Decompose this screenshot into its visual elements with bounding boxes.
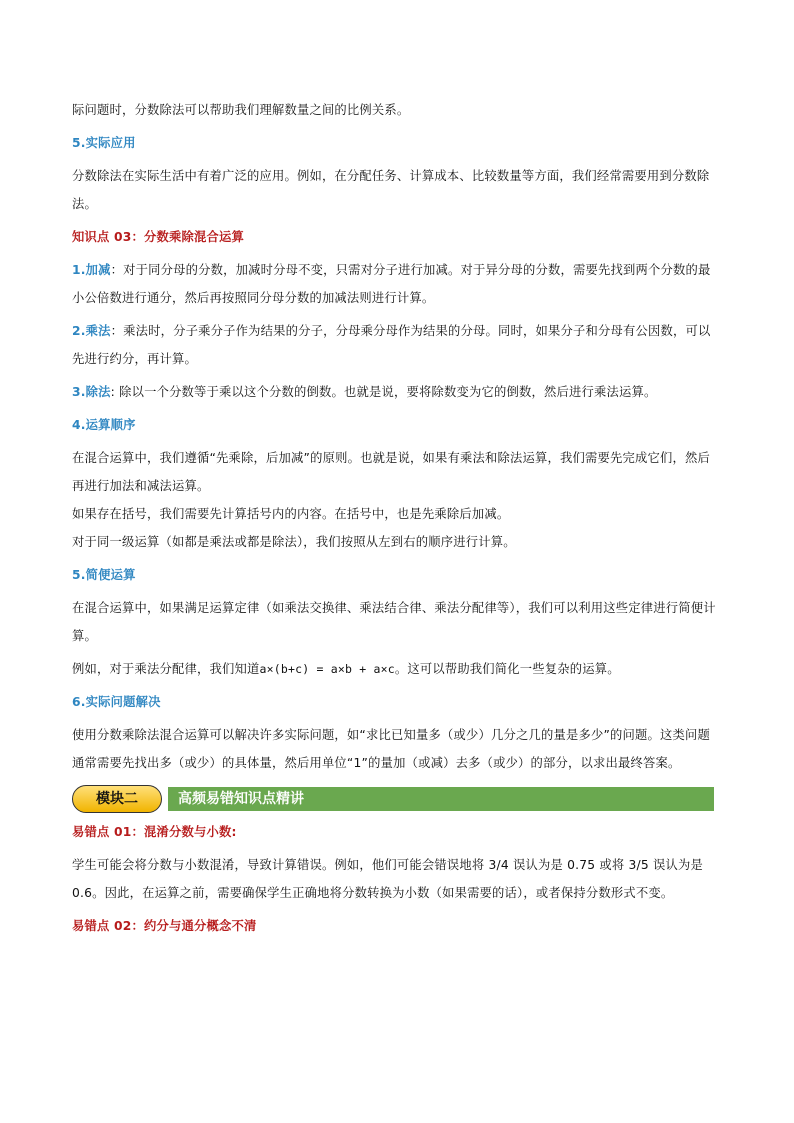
section-heading-application: 5.实际应用 xyxy=(72,136,136,150)
paragraph-application: 分数除法在实际生活中有着广泛的应用。例如，在分配任务、计算成本、比较数量等方面，我们经常需要用到分数除法。 xyxy=(72,169,710,211)
paragraph-divide xyxy=(72,378,722,406)
section-heading-solve: 6.实际问题解决 xyxy=(72,695,161,709)
paragraph-add xyxy=(72,256,722,312)
document-page xyxy=(72,96,722,940)
distributive-formula: a×(b+c) = a×b + a×c xyxy=(259,662,395,676)
knowledge-point-03-heading: 知识点 03：分数乘除混合运算 xyxy=(72,230,244,244)
error-point-02-heading: 易错点 02：约分与通分概念不清 xyxy=(72,919,257,933)
module-banner xyxy=(72,785,722,813)
paragraph-order-1: 在混合运算中，我们遵循“先乘除，后加减”的原则。也就是说，如果有乘法和除法运算，我们需要先完成它们，然后再进行加法和减法运算。 xyxy=(72,451,710,493)
module-tag: 模块二 xyxy=(72,785,162,813)
module-title: 高频易错知识点精讲 xyxy=(168,787,714,811)
simple-text-a: 例如，对于乘法分配律，我们知道 xyxy=(72,662,260,676)
simple-text-b: 。这可以帮助我们简化一些复杂的运算。 xyxy=(394,662,620,676)
paragraph-simple-1: 在混合运算中，如果满足运算定律（如乘法交换律、乘法结合律、乘法分配律等），我们可以利用这些定律进行简便计算。 xyxy=(72,601,716,643)
multiply-label: 2.乘法 xyxy=(72,324,111,338)
add-label: 1.加减 xyxy=(72,263,111,277)
paragraph-solve: 使用分数乘除法混合运算可以解决许多实际问题，如“求比已知量多（或少）几分之几的量是多少”的问题。这类问题通常需要先找出多（或少）的具体量，然后用单位“1”的量加（或减）去多（或少）的部分，以求出最终答案。 xyxy=(72,728,710,770)
add-text: ：对于同分母的分数，加减时分母不变，只需对分子进行加减。对于异分母的分数，需要先找到两个分数的最小公倍数进行通分，然后再按照同分母分数的加减法则进行计算。 xyxy=(72,263,711,305)
divide-text: : 除以一个分数等于乘以这个分数的倒数。也就是说，要将除数变为它的倒数，然后进行乘法运算。 xyxy=(110,385,657,399)
section-heading-order: 4.运算顺序 xyxy=(72,418,136,432)
paragraph-simple-2 xyxy=(72,655,722,683)
paragraph-multiply xyxy=(72,317,722,373)
error-point-01-heading: 易错点 01：混淆分数与小数: xyxy=(72,825,237,839)
section-heading-simple: 5.简便运算 xyxy=(72,568,136,582)
paragraph-error-01: 学生可能会将分数与小数混淆，导致计算错误。例如，他们可能会错误地将 3/4 误认为是 0.75 或将 3/5 误认为是 0.6。因此，在运算之前，需要确保学生正确地将分数转换为小数（如果需要的话），或者保持分数形式不变。 xyxy=(72,858,703,900)
paragraph: 际问题时，分数除法可以帮助我们理解数量之间的比例关系。 xyxy=(72,103,410,117)
paragraph-order-2: 如果存在括号，我们需要先计算括号内的内容。在括号中，也是先乘除后加减。 xyxy=(72,507,510,521)
divide-label: 3.除法 xyxy=(72,385,111,399)
paragraph-order-3: 对于同一级运算（如都是乘法或都是除法），我们按照从左到右的顺序进行计算。 xyxy=(72,535,516,549)
multiply-text: ：乘法时，分子乘分子作为结果的分子，分母乘分母作为结果的分母。同时，如果分子和分母有公因数，可以先进行约分，再计算。 xyxy=(72,324,711,366)
